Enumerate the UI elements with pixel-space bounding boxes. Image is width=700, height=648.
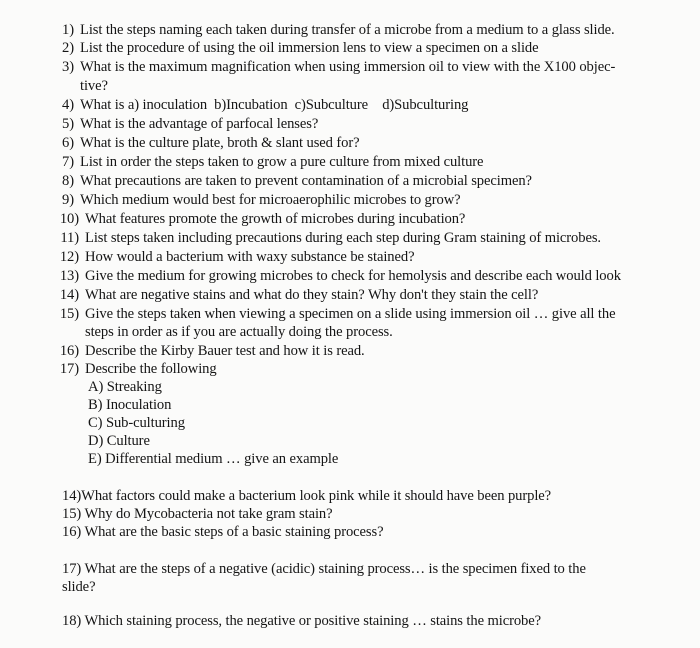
question-number: 9) [62,192,74,208]
question-text: List steps taken including precautions during each step during Gram staining of microbes. [85,230,601,246]
question-text: Give the steps taken when viewing a specimen on a slide using immersion oil … give all the [85,306,616,322]
question-text: Give the medium for growing microbes to check for hemolysis and describe each would look [85,268,621,284]
question-13 [59,267,621,285]
question-text: List in order the steps taken to grow a pure culture from mixed culture [80,154,484,170]
question-number: 13) [59,268,79,284]
question-text: What are negative stains and what do they stain? Why don't they stain the cell? [85,287,539,303]
subitem-e: E) Differential medium … give an example [88,451,339,467]
extra-question-17: 17) What are the steps of a negative (acidic) staining process… is the specimen fixed to the [62,561,586,577]
question-text: Which medium would best for microaerophilic microbes to grow? [80,192,461,208]
question-number: 6) [62,135,74,151]
question-1 [62,21,615,39]
question-10 [59,210,466,228]
question-number: 12) [59,249,79,265]
extra-question-14: 14)What factors could make a bacterium look pink while it should have been purple? [62,488,552,504]
question-number: 3) [62,59,74,75]
question-9 [62,191,461,209]
question-text: Describe the following [85,361,217,377]
question-6 [62,134,360,152]
question-number: 15) [59,306,79,322]
question-text: What precautions are taken to prevent contamination of a microbial specimen? [80,173,532,189]
question-3 [62,58,616,76]
question-7 [62,153,484,171]
question-number: 7) [62,154,74,170]
subitem-a: A) Streaking [88,379,162,395]
question-text: Describe the Kirby Bauer test and how it is read. [85,343,365,359]
question-14 [59,286,539,304]
question-number: 1) [62,22,74,38]
question-number: 14) [59,287,79,303]
question-text: List the procedure of using the oil immersion lens to view a specimen on a slide [80,40,539,56]
question-number: 4) [62,97,74,113]
question-3-continuation: tive? [80,78,108,94]
question-16 [59,342,365,360]
question-text: What is the culture plate, broth & slant used for? [80,135,360,151]
question-text: What is the advantage of parfocal lenses? [80,116,319,132]
subitem-c: C) Sub-culturing [88,415,185,431]
question-text: What features promote the growth of microbes during incubation? [85,211,466,227]
subitem-b: B) Inoculation [88,397,172,413]
question-17 [59,360,217,378]
question-text: How would a bacterium with waxy substance be stained? [85,249,415,265]
question-text: List the steps naming each taken during transfer of a microbe from a medium to a glass slide. [80,22,615,38]
question-number: 8) [62,173,74,189]
question-15 [59,305,616,323]
extra-question-18: 18) Which staining process, the negative or positive staining … stains the microbe? [62,613,541,629]
question-4 [62,96,469,114]
question-5 [62,115,319,133]
extra-question-16: 16) What are the basic steps of a basic staining process? [62,524,384,540]
subitem-d: D) Culture [88,433,150,449]
question-number: 17) [59,361,79,377]
question-number: 11) [60,230,79,246]
extra-question-17-continuation: slide? [62,579,96,595]
extra-question-15: 15) Why do Mycobacteria not take gram stain? [62,506,333,522]
question-11 [60,229,601,247]
question-number: 16) [59,343,79,359]
question-number: 10) [59,211,79,227]
question-text: What is a) inoculation b)Incubation c)Subculture d)Subculturing [80,97,469,113]
question-2 [62,39,539,57]
question-number: 2) [62,40,74,56]
question-text: What is the maximum magnification when using immersion oil to view with the X100 objec- [80,59,616,75]
question-12 [59,248,415,266]
question-8 [62,172,532,190]
question-15-continuation: steps in order as if you are actually doing the process. [85,324,393,340]
question-number: 5) [62,116,74,132]
